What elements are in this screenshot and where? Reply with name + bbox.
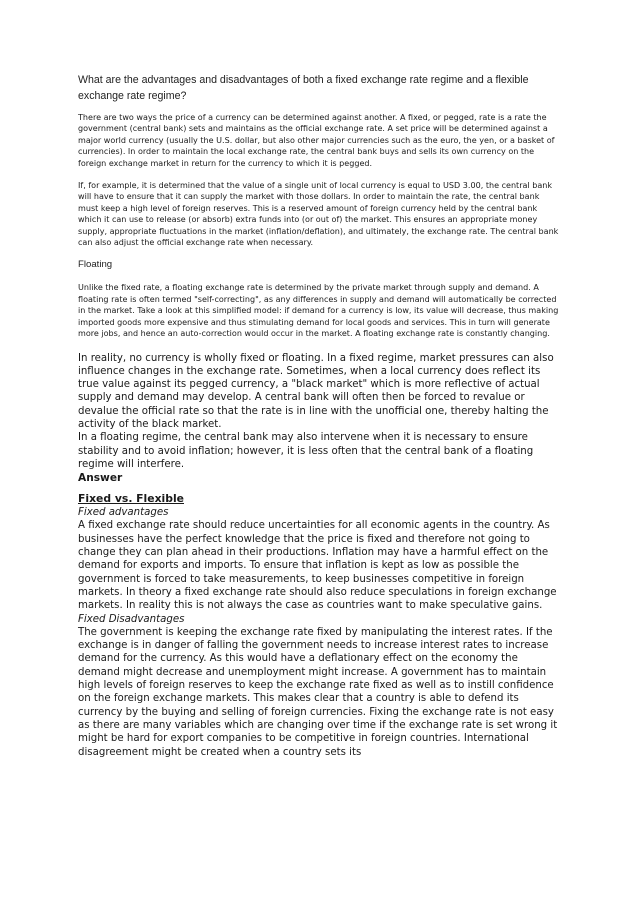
reality-paragraph-2: In a floating regime, the central bank may also intervene when it is necessary to ensure stability and to avoid inflation; however, it is less often that the central bank of a floating regime will interfere. bbox=[78, 432, 534, 470]
fixed-disadvantages-paragraph: The government is keeping the exchange rate fixed by manipulating the interest rates. If the exchange is in danger of falling the government needs to increase interest rates to increase demand for the currency. As this would have a deflationary effect on the economy the demand might decrease and unemployment might increase. A government has to maintain high levels of foreign reserves to keep the exchange rate fixed as well as to instill confidence on the foreign exchange markets. This makes clear that a country is able to defend its currency by the buying and selling of foreign currencies. Fixing the exchange rate is not easy as there are many variables which are changing over time if the exchange rate is set wrong it might be hard for export companies to be competitive in foreign countries. International disagreement might be created when a country sets its bbox=[78, 626, 558, 758]
section-title: Fixed vs. Flexible bbox=[78, 492, 184, 506]
floating-heading: Floating bbox=[78, 259, 113, 271]
question-heading: What are the advantages and disadvantages of both a fixed exchange rate regime and a flexible exchange rate regime? bbox=[78, 74, 529, 102]
intro-paragraph-1: There are two ways the price of a currency can be determined against another. A fixed, or pegged, rate is a rate the government (central bank) sets and maintains as the official exchange rate. A set price will be determined against a major world currency (usually the U.S. dollar, but also other major currencies such as the euro, the yen, or a basket of currencies). In order to maintain the local exchange rate, the central bank buys and sells its own currency on the foreign exchange market in return for the currency to which it is pegged. bbox=[78, 113, 555, 168]
fixed-advantages-paragraph: A fixed exchange rate should reduce uncertainties for all economic agents in the country. As businesses have the perfect knowledge that the price is fixed and therefore not going to change they can plan ahead in their productions. Inflation may have a harmful effect on the demand for exports and imports. To ensure that inflation is kept as low as possible the government is forced to take measurements, to keep businesses competitive in foreign markets. In theory a fixed exchange rate should also reduce speculations in foreign exchange markets. In reality this is not always the case as countries want to make speculative gains. bbox=[78, 520, 557, 612]
reality-paragraph-1: In reality, no currency is wholly fixed or floating. In a fixed regime, market pressures can also influence changes in the exchange rate. Sometimes, when a local currency does reflect its true value against its pegged currency, a "black market" which is more reflective of actual supply and demand may develop. A central bank will often then be forced to revalue or devalue the official rate so that the rate is in line with the unofficial one, thereby halting the activity of the black market. bbox=[78, 352, 554, 430]
fixed-advantages-label: Fixed advantages bbox=[78, 507, 169, 519]
intro-paragraph-2: If, for example, it is determined that the value of a single unit of local currency is equal to USD 3.00, the central bank will have to ensure that it can supply the market with those dollars. In order to maintain the rate, the central bank must keep a high level of foreign reserves. This is a reserved amount of foreign currency held by the central bank which it can use to release (or absorb) extra funds into (or out of) the market. This ensures an appropriate money supply, appropriate fluctuations in the market (inflation/deflation), and ultimately, the exchange rate. The central bank can also adjust the official exchange rate when necessary. bbox=[78, 181, 559, 248]
answer-label: Answer bbox=[78, 472, 123, 485]
floating-paragraph: Unlike the fixed rate, a floating exchange rate is determined by the private market through supply and demand. A floating rate is often termed "self-correcting", as any differences in supply and demand will automatically be corrected in the market. Take a look at this simplified model: if demand for a currency is low, its value will decrease, thus making imported goods more expensive and thus stimulating demand for local goods and services. This in turn will generate more jobs, and hence an auto-correction would occur in the market. A floating exchange rate is constantly changing. bbox=[78, 283, 559, 339]
fixed-disadvantages-label: Fixed Disadvantages bbox=[78, 613, 185, 625]
document-page bbox=[78, 72, 562, 759]
